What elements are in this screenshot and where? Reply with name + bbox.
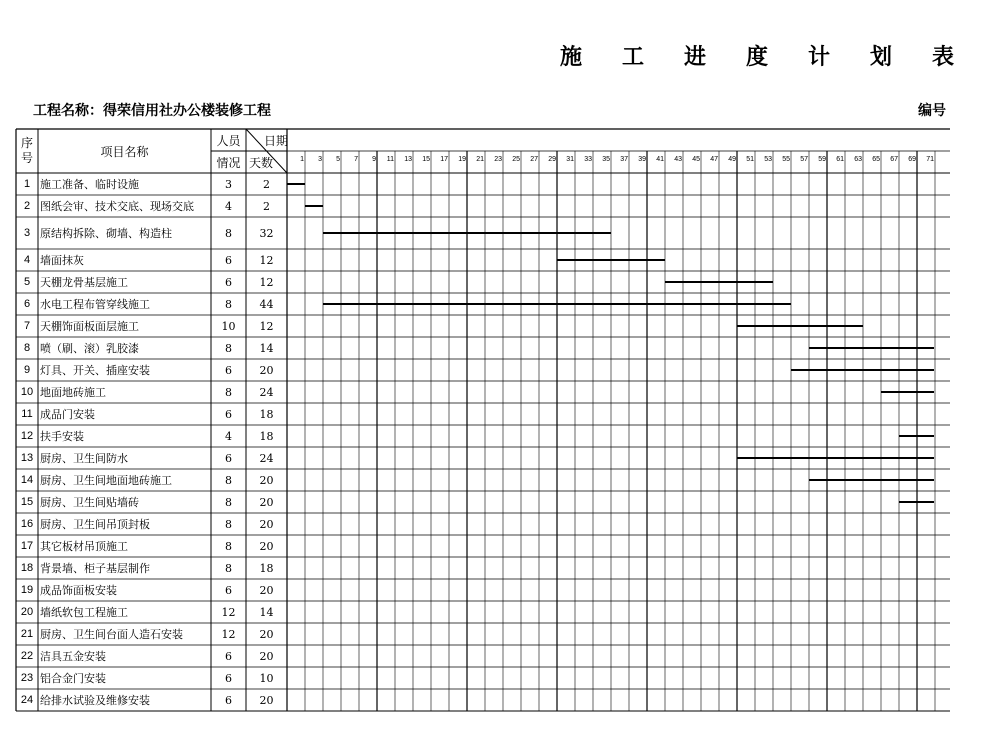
day-tick-label: 61 — [836, 156, 844, 163]
duration-days: 20 — [259, 627, 274, 641]
row-number: 2 — [23, 200, 31, 212]
day-tick-label: 51 — [746, 156, 754, 163]
header-days: 天数 — [249, 155, 274, 170]
staff-count: 6 — [225, 275, 232, 289]
staff-count: 8 — [225, 539, 232, 553]
day-tick-label: 41 — [656, 156, 664, 163]
task-name: 成品饰面板安装 — [40, 584, 117, 597]
day-tick-label: 29 — [548, 156, 556, 163]
duration-days: 18 — [259, 407, 274, 421]
duration-days: 12 — [259, 319, 274, 333]
duration-days: 20 — [259, 583, 274, 597]
day-tick-label: 69 — [908, 156, 916, 163]
day-tick-label: 25 — [512, 156, 520, 163]
row-number: 21 — [20, 628, 34, 640]
row-number: 9 — [23, 364, 31, 376]
task-name: 地面地砖施工 — [40, 386, 106, 399]
duration-days: 20 — [259, 473, 274, 487]
staff-count: 4 — [225, 429, 232, 443]
day-tick-label: 57 — [800, 156, 808, 163]
row-number: 17 — [20, 540, 34, 552]
document-code-label: 编号 — [918, 103, 946, 119]
staff-count: 8 — [225, 495, 232, 509]
staff-count: 8 — [225, 561, 232, 575]
day-tick-label: 17 — [440, 156, 448, 163]
day-tick-label: 47 — [710, 156, 718, 163]
row-number: 24 — [20, 694, 34, 706]
day-tick-label: 21 — [476, 156, 484, 163]
header-item-name: 项目名称 — [100, 144, 149, 159]
staff-count: 8 — [225, 385, 232, 399]
day-tick-label: 49 — [728, 156, 736, 163]
header-seq-line2: 号 — [20, 151, 33, 165]
row-number: 7 — [23, 320, 31, 332]
task-name: 墙纸软包工程施工 — [40, 606, 128, 619]
staff-count: 12 — [221, 627, 236, 641]
duration-days: 20 — [259, 495, 274, 509]
row-number: 13 — [20, 452, 34, 464]
row-number: 8 — [23, 342, 31, 354]
day-tick-label: 23 — [494, 156, 502, 163]
day-tick-label: 35 — [602, 156, 610, 163]
duration-days: 32 — [259, 226, 274, 240]
duration-days: 2 — [263, 177, 270, 191]
task-name: 背景墙、柜子基层制作 — [40, 562, 150, 575]
task-name: 厨房、卫生间吊顶封板 — [40, 518, 150, 531]
duration-days: 10 — [259, 671, 274, 685]
day-tick-label: 53 — [764, 156, 772, 163]
row-number: 3 — [23, 227, 31, 239]
task-name: 厨房、卫生间贴墙砖 — [40, 496, 139, 509]
day-tick-label: 3 — [318, 156, 322, 163]
day-tick-label: 31 — [566, 156, 574, 163]
row-number: 23 — [20, 672, 34, 684]
staff-count: 8 — [225, 341, 232, 355]
duration-days: 12 — [259, 275, 274, 289]
task-name: 其它板材吊顶施工 — [40, 540, 128, 553]
day-tick-label: 55 — [782, 156, 790, 163]
page-title: 施工进度计划表 — [560, 45, 994, 70]
row-number: 14 — [20, 474, 34, 486]
task-name: 图纸会审、技术交底、现场交底 — [40, 200, 194, 213]
staff-count: 8 — [225, 473, 232, 487]
staff-count: 4 — [225, 199, 232, 213]
day-tick-label: 65 — [872, 156, 880, 163]
staff-count: 6 — [225, 583, 232, 597]
project-name: 工程名称：得荣信用社办公楼装修工程 — [33, 103, 271, 119]
row-number: 4 — [23, 254, 31, 266]
duration-days: 24 — [259, 385, 274, 399]
task-name: 天棚饰面板面层施工 — [40, 320, 139, 333]
header-seq-line1: 序 — [20, 136, 33, 150]
row-number: 11 — [21, 408, 33, 420]
day-tick-label: 67 — [890, 156, 898, 163]
day-tick-label: 11 — [386, 156, 394, 163]
staff-count: 8 — [225, 226, 232, 240]
row-number: 18 — [20, 562, 34, 574]
header-date: 日期 — [263, 133, 288, 148]
row-number: 22 — [20, 650, 34, 662]
duration-days: 14 — [259, 341, 274, 355]
duration-days: 18 — [259, 429, 274, 443]
staff-count: 12 — [221, 605, 236, 619]
duration-days: 18 — [259, 561, 274, 575]
task-name: 水电工程布管穿线施工 — [40, 298, 150, 311]
staff-count: 6 — [225, 407, 232, 421]
task-name: 天棚龙骨基层施工 — [40, 276, 128, 289]
day-tick-label: 27 — [530, 156, 538, 163]
duration-days: 20 — [259, 363, 274, 377]
staff-count: 3 — [225, 177, 232, 191]
day-tick-label: 39 — [638, 156, 646, 163]
row-number: 16 — [20, 518, 34, 530]
staff-count: 6 — [225, 253, 232, 267]
duration-days: 24 — [259, 451, 274, 465]
task-name: 原结构拆除、砌墙、构造柱 — [40, 227, 172, 240]
staff-count: 6 — [225, 693, 232, 707]
task-name: 给排水试验及维修安装 — [40, 694, 150, 707]
day-tick-label: 63 — [854, 156, 862, 163]
duration-days: 14 — [259, 605, 274, 619]
day-tick-label: 33 — [584, 156, 592, 163]
staff-count: 6 — [225, 363, 232, 377]
row-number: 20 — [20, 606, 34, 618]
duration-days: 20 — [259, 649, 274, 663]
staff-count: 8 — [225, 517, 232, 531]
task-name: 洁具五金安装 — [40, 650, 106, 663]
staff-count: 6 — [225, 671, 232, 685]
task-name: 厨房、卫生间防水 — [40, 452, 128, 465]
day-tick-label: 45 — [692, 156, 700, 163]
day-tick-label: 9 — [372, 156, 376, 163]
row-number: 5 — [23, 276, 31, 288]
row-number: 15 — [20, 496, 34, 508]
header-staff-line1: 人员 — [216, 133, 241, 148]
day-tick-label: 37 — [620, 156, 628, 163]
header-staff-line2: 情况 — [216, 155, 241, 170]
task-name: 灯具、开关、插座安装 — [40, 364, 150, 377]
task-name: 喷（刷、滚）乳胶漆 — [40, 342, 139, 355]
task-name: 铝合金门安装 — [40, 672, 106, 685]
staff-count: 6 — [225, 649, 232, 663]
task-name: 成品门安装 — [40, 408, 95, 421]
staff-count: 6 — [225, 451, 232, 465]
task-name: 厨房、卫生间台面人造石安装 — [40, 628, 183, 641]
duration-days: 20 — [259, 693, 274, 707]
day-tick-label: 59 — [818, 156, 826, 163]
task-name: 施工准备、临时设施 — [40, 178, 139, 191]
day-tick-label: 1 — [300, 156, 304, 163]
duration-days: 12 — [259, 253, 274, 267]
staff-count: 10 — [221, 319, 236, 333]
day-tick-label: 19 — [458, 156, 466, 163]
row-number: 10 — [20, 386, 34, 398]
day-tick-label: 7 — [354, 156, 358, 163]
duration-days: 2 — [263, 199, 270, 213]
staff-count: 8 — [225, 297, 232, 311]
row-number: 12 — [20, 430, 34, 442]
task-name: 厨房、卫生间地面地砖施工 — [40, 474, 172, 487]
day-tick-label: 5 — [336, 156, 340, 163]
task-name: 扶手安装 — [40, 430, 84, 443]
row-number: 19 — [20, 584, 34, 596]
day-tick-label: 13 — [404, 156, 412, 163]
duration-days: 44 — [259, 297, 274, 311]
header-seq — [16, 129, 38, 173]
day-tick-label: 15 — [422, 156, 430, 163]
day-tick-label: 71 — [926, 156, 934, 163]
duration-days: 20 — [259, 539, 274, 553]
day-tick-label: 43 — [674, 156, 682, 163]
task-name: 墙面抹灰 — [40, 254, 84, 267]
duration-days: 20 — [259, 517, 274, 531]
row-number: 6 — [23, 298, 31, 310]
row-number: 1 — [23, 178, 31, 190]
